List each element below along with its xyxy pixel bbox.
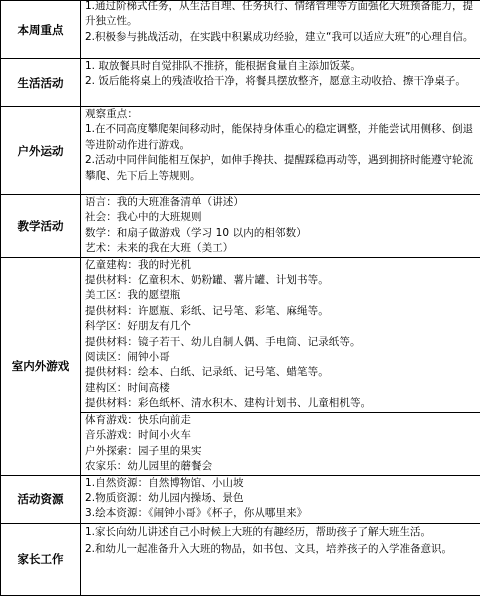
row-label-outdoor-sports (1, 107, 81, 195)
resource-item: 3.绘本资源：《闹钟小哥》《杯子，你从哪里来》 (85, 506, 476, 521)
row-games (1, 257, 480, 475)
indoor-game-item: 提供材料：绘本、白纸、记录纸、记号笔、蜡笔等。 (85, 365, 476, 380)
teaching-item: 数学：和扇子做游戏（学习 10 以内的相邻数） (85, 226, 476, 241)
indoor-game-item: 建构区：时间高楼 (85, 381, 476, 396)
outdoor-game-item: 音乐游戏：时间小火车 (85, 428, 476, 443)
games-content (81, 257, 480, 475)
teaching-item: 语言：我的大班准备清单（讲述） (85, 195, 476, 210)
outdoor-game-item: 户外探索：园子里的果实 (85, 444, 476, 459)
parent-work-item: 1.家长向幼儿讲述自己小时候上大班的有趣经历，帮助孩子了解大班生活。 (85, 524, 476, 541)
outdoor-sports-item: 2.活动中同伴间能相互保护，如伸手搀扶、提醒踩稳再动等，遇到拥挤时能遵守轮流攀爬、先下后上等规则。 (85, 153, 476, 184)
outdoor-game-item: 农家乐：幼儿园里的蘑餐会 (85, 459, 476, 474)
weekly-focus-item: 1.通过阶梯式任务，从生活自理、任务执行、情绪管理等方面强化大班预备能力，提升独立性。 (85, 0, 476, 30)
indoor-game-item: 阅读区：闹钟小哥 (85, 350, 476, 365)
row-resources (1, 475, 480, 523)
row-outdoor-sports (1, 107, 480, 195)
daily-life-item: 1. 取放餐具时自觉排队不推挤，能根据食量自主添加饭菜。 (85, 59, 476, 74)
resources-content (81, 475, 480, 523)
teaching-item: 社会：我心中的大班规则 (85, 210, 476, 225)
outdoor-games-group (81, 412, 480, 475)
row-label-daily-life: 生活活动 (1, 59, 81, 107)
resource-item: 1.自然资源：自然博物馆、小山坡 (85, 476, 476, 491)
outdoor-sports-content (81, 107, 480, 195)
resource-item: 2.物质资源：幼儿园内操场、景色 (85, 491, 476, 506)
indoor-game-item: 提供材料：彩色纸杯、清水积木、建构计划书、儿童相机等。 (85, 396, 476, 411)
row-daily-life (1, 59, 480, 107)
row-label-weekly-focus: 本周重点 (1, 1, 81, 59)
parent-work-item: 2.和幼儿一起准备升入大班的物品，如书包、文具，培养孩子的入学准备意识。 (85, 541, 476, 558)
parent-work-content (81, 523, 480, 595)
teaching-item: 艺术：未来的我在大班（美工） (85, 241, 476, 256)
indoor-game-item: 亿童建构：我的时光机 (85, 258, 476, 273)
row-label-resources: 活动资源 (1, 475, 81, 523)
indoor-game-item: 提供材料：许愿瓶、彩纸、记号笔、彩笔、麻绳等。 (85, 304, 476, 319)
weekly-focus-item: 2.积极参与挑战活动，在实践中积累成功经验，建立“我可以适应大班”的心理自信。 (85, 30, 476, 45)
row-parent-work (1, 523, 480, 595)
outdoor-game-item: 体育游戏：快乐向前走 (85, 413, 476, 428)
indoor-game-item: 提供材料：亿童积木、奶粉罐、薯片罐、计划书等。 (85, 273, 476, 288)
row-label-teaching: 教学活动 (1, 195, 81, 258)
row-teaching (1, 195, 480, 258)
indoor-games-group (85, 258, 476, 412)
row-label-parent-work: 家长工作 (1, 523, 81, 595)
indoor-game-item: 美工区：我的愿望瓶 (85, 288, 476, 303)
weekly-focus-content (81, 1, 480, 59)
daily-life-content (81, 59, 480, 107)
outdoor-sports-label: 户外运动 (18, 144, 64, 158)
daily-life-item: 2. 饭后能将桌上的残渣收拾干净，将餐具摆放整齐，愿意主动收拾、擦干净桌子。 (85, 74, 476, 89)
row-label-games: 室内外游戏 (1, 257, 81, 475)
indoor-game-item: 科学区：好朋友有几个 (85, 319, 476, 334)
row-weekly-focus (1, 1, 480, 59)
outdoor-sports-item: 1.在不同高度攀爬架间移动时，能保持身体重心的稳定调整，并能尝试用侧移、倒退等进阶动作进行游戏。 (85, 122, 476, 153)
outdoor-sports-item: 观察重点： (85, 107, 476, 122)
teaching-content (81, 195, 480, 258)
indoor-game-item: 提供材料：镜子若干、幼儿自制人偶、手电筒、记录纸等。 (85, 335, 476, 350)
